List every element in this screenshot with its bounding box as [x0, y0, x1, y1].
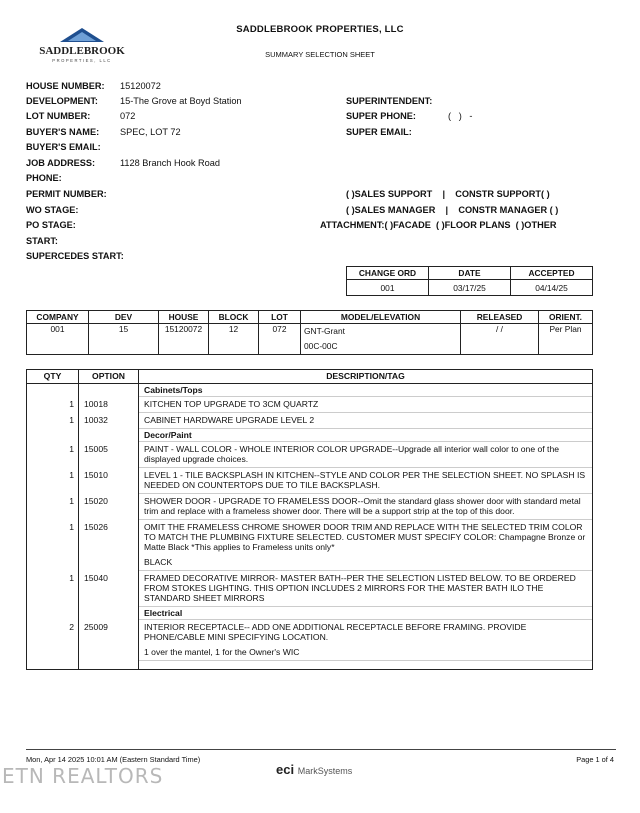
lot-number-value: 072 — [120, 111, 136, 121]
buyers-name-label: BUYER'S NAME: — [26, 127, 100, 137]
house-header: HOUSE — [159, 311, 209, 324]
accepted-value: 04/14/25 — [511, 280, 593, 296]
model-elevation-header: MODEL/ELEVATION — [301, 311, 461, 324]
option-header: OPTION — [79, 370, 139, 383]
description-text: CABINET HARDWARE UPGRADE LEVEL 2 — [144, 415, 315, 425]
company-table — [26, 310, 593, 355]
date-header: DATE — [429, 267, 511, 280]
attachment-line: ATTACHMENT:( )FACADE ( )FLOOR PLANS ( )OTHER — [320, 220, 557, 230]
house-number-label: HOUSE NUMBER: — [26, 81, 105, 91]
description-note: 1 over the mantel, 1 for the Owner's WIC — [144, 647, 300, 657]
qty-cell: 1 — [27, 520, 79, 571]
option-row — [27, 468, 592, 494]
po-stage-label: PO STAGE: — [26, 220, 76, 230]
sheet-title: SUMMARY SELECTION SHEET — [265, 50, 375, 59]
description-header: DESCRIPTION/TAG — [326, 371, 405, 381]
category-label: Electrical — [139, 607, 592, 620]
released-header: RELEASED — [461, 311, 539, 324]
option-cell: 10018 — [79, 397, 139, 413]
qty-cell — [27, 607, 79, 620]
house-number-value: 15120072 — [120, 81, 161, 91]
accepted-header: ACCEPTED — [511, 267, 593, 280]
description-cell — [139, 520, 592, 571]
lot-value: 072 — [259, 324, 301, 355]
eci-marksystems-logo — [276, 762, 352, 777]
job-address-label: JOB ADDRESS: — [26, 158, 96, 168]
category-label: Decor/Paint — [139, 429, 592, 442]
option-row — [27, 397, 592, 413]
model-elevation-value: GNT-Grant 00C-00C — [301, 324, 461, 355]
qty-cell — [27, 384, 79, 397]
qty-cell: 2 — [27, 620, 79, 661]
marksystems-brand: MarkSystems — [297, 766, 353, 776]
category-row — [27, 429, 592, 442]
description-cell — [139, 397, 592, 413]
option-row — [27, 413, 592, 429]
qty-cell: 1 — [27, 397, 79, 413]
footer-divider — [26, 749, 616, 750]
eci-brand: eci — [276, 762, 295, 777]
company-name: SADDLEBROOK PROPERTIES, LLC — [236, 24, 404, 35]
logo-text: SADDLEBROOK — [39, 45, 125, 57]
option-row — [27, 620, 592, 661]
company-value: 001 — [27, 324, 89, 355]
option-row — [27, 442, 592, 468]
watermark: ETN REALTORS — [2, 764, 164, 788]
block-header: BLOCK — [209, 311, 259, 324]
change-ord-header: CHANGE ORD — [347, 267, 429, 280]
change-order-table — [346, 266, 593, 296]
permit-number-label: PERMIT NUMBER: — [26, 189, 107, 199]
description-cell — [139, 468, 592, 494]
released-value: / / — [461, 324, 539, 355]
option-cell: 15010 — [79, 468, 139, 494]
change-ord-value: 001 — [347, 280, 429, 296]
description-note: BLACK — [144, 557, 173, 567]
description-cell — [139, 620, 592, 661]
option-cell — [79, 429, 139, 442]
house-value: 15120072 — [159, 324, 209, 355]
job-address-value: 1128 Branch Hook Road — [120, 158, 220, 168]
description-cell — [139, 571, 592, 607]
wo-stage-label: WO STAGE: — [26, 205, 79, 215]
options-table-body — [27, 384, 592, 669]
qty-cell: 1 — [27, 413, 79, 429]
qty-cell: 1 — [27, 468, 79, 494]
logo-subtext: PROPERTIES, LLC — [52, 58, 112, 63]
description-text: KITCHEN TOP UPGRADE TO 3CM QUARTZ — [144, 399, 319, 409]
block-value: 12 — [209, 324, 259, 355]
footer-page-number: Page 1 of 4 — [576, 755, 614, 764]
development-label: DEVELOPMENT: — [26, 96, 98, 106]
option-cell — [79, 384, 139, 397]
category-row — [27, 384, 592, 397]
description-text: PAINT - WALL COLOR - WHOLE INTERIOR COLOR UPGRADE--Upgrade all interior wall color to one of the displayed upgrade choices. — [144, 444, 559, 464]
buyers-name-value: SPEC, LOT 72 — [120, 127, 181, 137]
option-cell — [79, 607, 139, 620]
lot-header: LOT — [259, 311, 301, 324]
options-table-header — [27, 370, 592, 384]
orient-header: ORIENT. — [539, 311, 593, 324]
footer-timestamp: Mon, Apr 14 2025 10:01 AM (Eastern Standard Time) — [26, 755, 201, 764]
option-row — [27, 494, 592, 520]
supercedes-start-label: SUPERCEDES START: — [26, 251, 124, 261]
option-row — [27, 571, 592, 607]
option-cell: 15040 — [79, 571, 139, 607]
qty-cell: 1 — [27, 494, 79, 520]
buyers-email-label: BUYER'S EMAIL: — [26, 142, 101, 152]
sales-manager-line: ( )SALES MANAGER | CONSTR MANAGER ( ) — [346, 205, 559, 215]
option-cell: 25009 — [79, 620, 139, 661]
qty-cell: 1 — [27, 442, 79, 468]
option-row — [27, 520, 592, 571]
category-label: Cabinets/Tops — [139, 384, 592, 397]
lot-number-label: LOT NUMBER: — [26, 111, 91, 121]
description-text: OMIT THE FRAMELESS CHROME SHOWER DOOR TRIM AND REPLACE WITH THE SELECTED TRIM COLOR TO MATCH THE PLUMBING FIXTURE SELECTED. CUSTOMER MUST SPECIFY COLOR: Champagne Bronze or Matte Black *This applies to Frameless units only* — [144, 522, 586, 552]
description-cell — [139, 413, 592, 429]
description-text: SHOWER DOOR - UPGRADE TO FRAMELESS DOOR--Omit the standard glass shower door with standard metal trim and replace with a frameless shower door. There will be a support strip at the top of this door. — [144, 496, 581, 516]
dev-header: DEV — [89, 311, 159, 324]
super-phone-label: SUPER PHONE: — [346, 111, 416, 121]
qty-header: QTY — [27, 370, 79, 383]
option-cell: 15026 — [79, 520, 139, 571]
qty-cell — [27, 429, 79, 442]
description-text: LEVEL 1 - TILE BACKSPLASH IN KITCHEN--STYLE AND COLOR PER THE SELECTION SHEET. NO SPLASH IS NEEDED ON COUNTERTOPS DUE TO TILE BACKSPLASH. — [144, 470, 586, 490]
development-value: 15-The Grove at Boyd Station — [120, 96, 242, 106]
superintendent-label: SUPERINTENDENT: — [346, 96, 433, 106]
company-header: COMPANY — [27, 311, 89, 324]
options-table — [26, 369, 593, 670]
option-cell: 15005 — [79, 442, 139, 468]
option-cell: 10032 — [79, 413, 139, 429]
option-cell: 15020 — [79, 494, 139, 520]
sales-support-line: ( )SALES SUPPORT | CONSTR SUPPORT( ) — [346, 189, 550, 199]
super-email-label: SUPER EMAIL: — [346, 127, 412, 137]
start-label: START: — [26, 236, 58, 246]
description-cell — [139, 442, 592, 468]
description-text: FRAMED DECORATIVE MIRROR- MASTER BATH--PER THE SELECTION LISTED BELOW. TO BE ORDERED FROM STOKES LIGHTING. THIS OPTION INCLUDES 2 MIRRORS FOR THE MASTER BATH ILO THE STANDARD SHEET MIRRORS — [144, 573, 576, 603]
phone-label: PHONE: — [26, 173, 62, 183]
category-row — [27, 607, 592, 620]
description-text: INTERIOR RECEPTACLE-- ADD ONE ADDITIONAL RECEPTACLE BEFORE FRAMING. PROVIDE PHONE/CABLE MINI SPECIFYING LOCATION. — [144, 622, 527, 642]
date-value: 03/17/25 — [429, 280, 511, 296]
orient-value: Per Plan — [539, 324, 593, 355]
filler-row — [27, 661, 592, 669]
description-cell — [139, 494, 592, 520]
dev-value: 15 — [89, 324, 159, 355]
super-phone-value: ( ) - — [448, 111, 473, 121]
qty-cell: 1 — [27, 571, 79, 607]
